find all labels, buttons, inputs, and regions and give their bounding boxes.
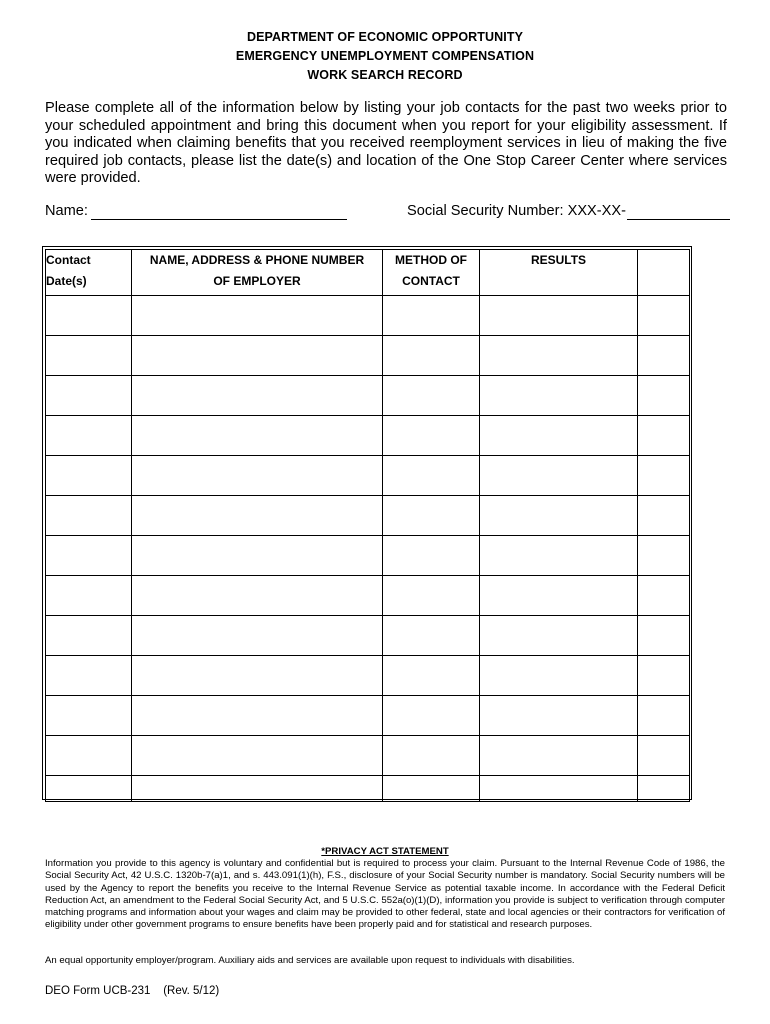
extra-cell[interactable] <box>638 536 690 576</box>
contact-date-cell[interactable] <box>46 416 132 456</box>
form-footer <box>45 985 219 997</box>
method-cell[interactable] <box>383 456 480 496</box>
table-row <box>46 336 690 376</box>
col-extra-header <box>638 250 690 296</box>
extra-cell[interactable] <box>638 416 690 456</box>
header-department: DEPARTMENT OF ECONOMIC OPPORTUNITY <box>246 30 524 44</box>
table-row <box>46 616 690 656</box>
col-results-header: RESULTS <box>480 250 638 296</box>
method-cell[interactable] <box>383 416 480 456</box>
employer-cell[interactable] <box>132 776 383 802</box>
method-cell[interactable] <box>383 736 480 776</box>
method-cell[interactable] <box>383 536 480 576</box>
employer-cell[interactable] <box>132 536 383 576</box>
table-row <box>46 736 690 776</box>
form-header <box>0 28 770 85</box>
contact-date-cell[interactable] <box>46 736 132 776</box>
col-contact-dates-header: Contact Date(s) <box>46 250 132 296</box>
results-cell[interactable] <box>480 616 638 656</box>
table-row <box>46 656 690 696</box>
col-employer-header: NAME, ADDRESS & PHONE NUMBER OF EMPLOYER <box>132 250 383 296</box>
method-cell[interactable] <box>383 336 480 376</box>
results-cell[interactable] <box>480 576 638 616</box>
table-row <box>46 296 690 336</box>
work-search-table <box>45 249 690 802</box>
results-cell[interactable] <box>480 296 638 336</box>
header-form-title: WORK SEARCH RECORD <box>307 68 463 82</box>
extra-cell[interactable] <box>638 656 690 696</box>
name-label: Name: <box>45 203 88 219</box>
ssn-label: Social Security Number: XXX-XX- <box>407 203 626 219</box>
employer-cell[interactable] <box>132 296 383 336</box>
table-row <box>46 456 690 496</box>
header-program: EMERGENCY UNEMPLOYMENT COMPENSATION <box>235 49 535 63</box>
extra-cell[interactable] <box>638 616 690 656</box>
employer-cell[interactable] <box>132 336 383 376</box>
contact-date-cell[interactable] <box>46 376 132 416</box>
form-number: DEO Form UCB-231 <box>45 985 151 997</box>
results-cell[interactable] <box>480 536 638 576</box>
contact-date-cell[interactable] <box>46 656 132 696</box>
method-cell[interactable] <box>383 576 480 616</box>
table-header-row <box>46 250 690 296</box>
employer-cell[interactable] <box>132 736 383 776</box>
table-body <box>46 296 690 802</box>
employer-cell[interactable] <box>132 376 383 416</box>
privacy-title: *PRIVACY ACT STATEMENT <box>321 846 449 857</box>
contact-date-cell[interactable] <box>46 496 132 536</box>
table-row <box>46 416 690 456</box>
results-cell[interactable] <box>480 696 638 736</box>
results-cell[interactable] <box>480 656 638 696</box>
results-cell[interactable] <box>480 456 638 496</box>
extra-cell[interactable] <box>638 456 690 496</box>
results-cell[interactable] <box>480 336 638 376</box>
method-cell[interactable] <box>383 776 480 802</box>
privacy-body: Information you provide to this agency is voluntary and confidential but is required to process your claim. Pursuant to the Internal Revenue Code of 1986, the Social Security Act, 42 U.S.C. 1320b-7(a)1, and s. 443.091(1)(h), F.S., disclosure of your Social Security number is mandatory. Social Security numbers will be used by the Agency to report the benefits you receive to the Internal Revenue Service as potential taxable income. In accordance with the Federal Deficit Reduction Act, an amendment to the Federal Social Security Act, and 5 U.S.C. 552a(o)(1)(D), information you provide is subject to verification through computer matching programs and information about your wages and claim may be provided to other federal, state and local agencies or their contractors for verification of eligibility under other government programs to ensure benefits have been properly paid and for statistical and research purposes. <box>45 858 725 931</box>
instructions-paragraph: Please complete all of the information below by listing your job contacts for the past two weeks prior to your scheduled appointment and bring this document when you report for your eligibility assessment. If you indicated when claiming benefits that you received reemployment services in lieu of making the five required job contacts, please list the date(s) and location of the One Stop Career Center where services were provided. <box>45 100 727 186</box>
table-row <box>46 576 690 616</box>
name-field[interactable] <box>91 219 347 220</box>
contact-date-cell[interactable] <box>46 336 132 376</box>
employer-cell[interactable] <box>132 576 383 616</box>
results-cell[interactable] <box>480 736 638 776</box>
contact-date-cell[interactable] <box>46 576 132 616</box>
contact-date-cell[interactable] <box>46 536 132 576</box>
results-cell[interactable] <box>480 416 638 456</box>
table-row <box>46 376 690 416</box>
employer-cell[interactable] <box>132 656 383 696</box>
form-revision: (Rev. 5/12) <box>163 985 220 997</box>
extra-cell[interactable] <box>638 776 690 802</box>
employer-cell[interactable] <box>132 496 383 536</box>
employer-cell[interactable] <box>132 616 383 656</box>
contact-date-cell[interactable] <box>46 296 132 336</box>
employer-cell[interactable] <box>132 456 383 496</box>
table-row <box>46 776 690 802</box>
contact-date-cell[interactable] <box>46 456 132 496</box>
table-row <box>46 536 690 576</box>
extra-cell[interactable] <box>638 376 690 416</box>
employer-cell[interactable] <box>132 696 383 736</box>
extra-cell[interactable] <box>638 696 690 736</box>
extra-cell[interactable] <box>638 296 690 336</box>
contact-date-cell[interactable] <box>46 616 132 656</box>
claimant-fields <box>45 203 735 225</box>
method-cell[interactable] <box>383 376 480 416</box>
table-row <box>46 496 690 536</box>
work-search-table-frame <box>42 246 692 800</box>
method-cell[interactable] <box>383 616 480 656</box>
eeo-statement: An equal opportunity employer/program. Auxiliary aids and services are available upon request to individuals with disabilities. <box>45 955 575 966</box>
results-cell[interactable] <box>480 376 638 416</box>
extra-cell[interactable] <box>638 496 690 536</box>
extra-cell[interactable] <box>638 736 690 776</box>
results-cell[interactable] <box>480 776 638 802</box>
contact-date-cell[interactable] <box>46 776 132 802</box>
col-method-header: METHOD OF CONTACT <box>383 250 480 296</box>
privacy-act-statement <box>45 846 725 931</box>
method-cell[interactable] <box>383 656 480 696</box>
table-row <box>46 696 690 736</box>
contact-date-cell[interactable] <box>46 696 132 736</box>
extra-cell[interactable] <box>638 576 690 616</box>
ssn-field[interactable] <box>627 219 730 220</box>
extra-cell[interactable] <box>638 336 690 376</box>
method-cell[interactable] <box>383 696 480 736</box>
results-cell[interactable] <box>480 496 638 536</box>
employer-cell[interactable] <box>132 416 383 456</box>
method-cell[interactable] <box>383 296 480 336</box>
method-cell[interactable] <box>383 496 480 536</box>
